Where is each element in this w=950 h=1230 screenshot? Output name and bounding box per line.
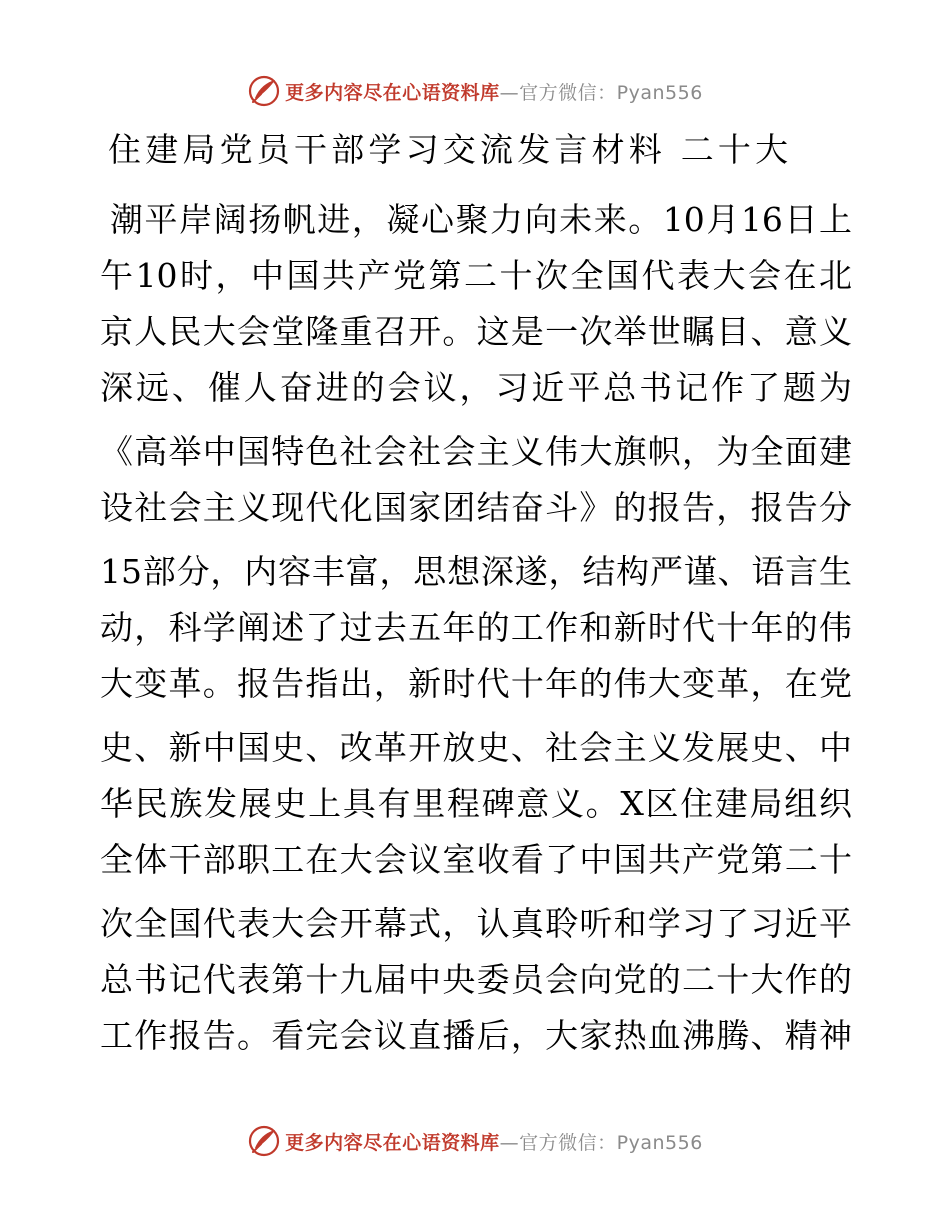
- document-title: 住建局党员干部学习交流发言材料 二十大: [108, 130, 793, 169]
- feather-pen-logo-icon: [247, 1124, 281, 1158]
- body-line: 京人民大会堂隆重召开。这是一次举世瞩目、意义: [100, 312, 852, 351]
- watermark-gray-text: —官方微信：Pyan556: [499, 1131, 703, 1154]
- feather-pen-logo-icon: [247, 74, 281, 108]
- watermark-text: [285, 78, 703, 105]
- body-line: 大变革。报告指出，新时代十年的伟大变革，在党: [100, 664, 852, 703]
- body-line: 次全国代表大会开幕式，认真聆听和学习了习近平: [100, 904, 852, 943]
- body-line: 华民族发展史上具有里程碑意义。X区住建局组织: [100, 784, 852, 823]
- body-line: 《高举中国特色社会社会主义伟大旗帜，为全面建: [100, 432, 852, 471]
- body-line: 深远、催人奋进的会议，习近平总书记作了题为: [100, 368, 852, 407]
- watermark-text: [285, 1128, 703, 1155]
- watermark-red-text: 更多内容尽在心语资料库: [285, 1131, 500, 1154]
- body-line: 15部分，内容丰富，思想深遂，结构严谨、语言生: [100, 552, 852, 591]
- body-line: 工作报告。看完会议直播后，大家热血沸腾、精神: [100, 1016, 852, 1055]
- body-line: 动，科学阐述了过去五年的工作和新时代十年的伟: [100, 608, 852, 647]
- watermark-gray-text: —官方微信：Pyan556: [499, 81, 703, 104]
- body-line: 午10时，中国共产党第二十次全国代表大会在北: [100, 256, 852, 295]
- body-line: 史、新中国史、改革开放史、社会主义发展史、中: [100, 728, 852, 767]
- body-line: 潮平岸阔扬帆进，凝心聚力向未来。10月16日上: [110, 200, 852, 239]
- body-line: 设社会主义现代化国家团结奋斗》的报告，报告分: [100, 488, 852, 527]
- watermark-red-text: 更多内容尽在心语资料库: [285, 81, 500, 104]
- body-line: 总书记代表第十九届中央委员会向党的二十大作的: [100, 960, 852, 999]
- header-watermark-banner: [0, 71, 950, 111]
- body-line: 全体干部职工在大会议室收看了中国共产党第二十: [100, 840, 852, 879]
- footer-watermark-banner: [0, 1121, 950, 1161]
